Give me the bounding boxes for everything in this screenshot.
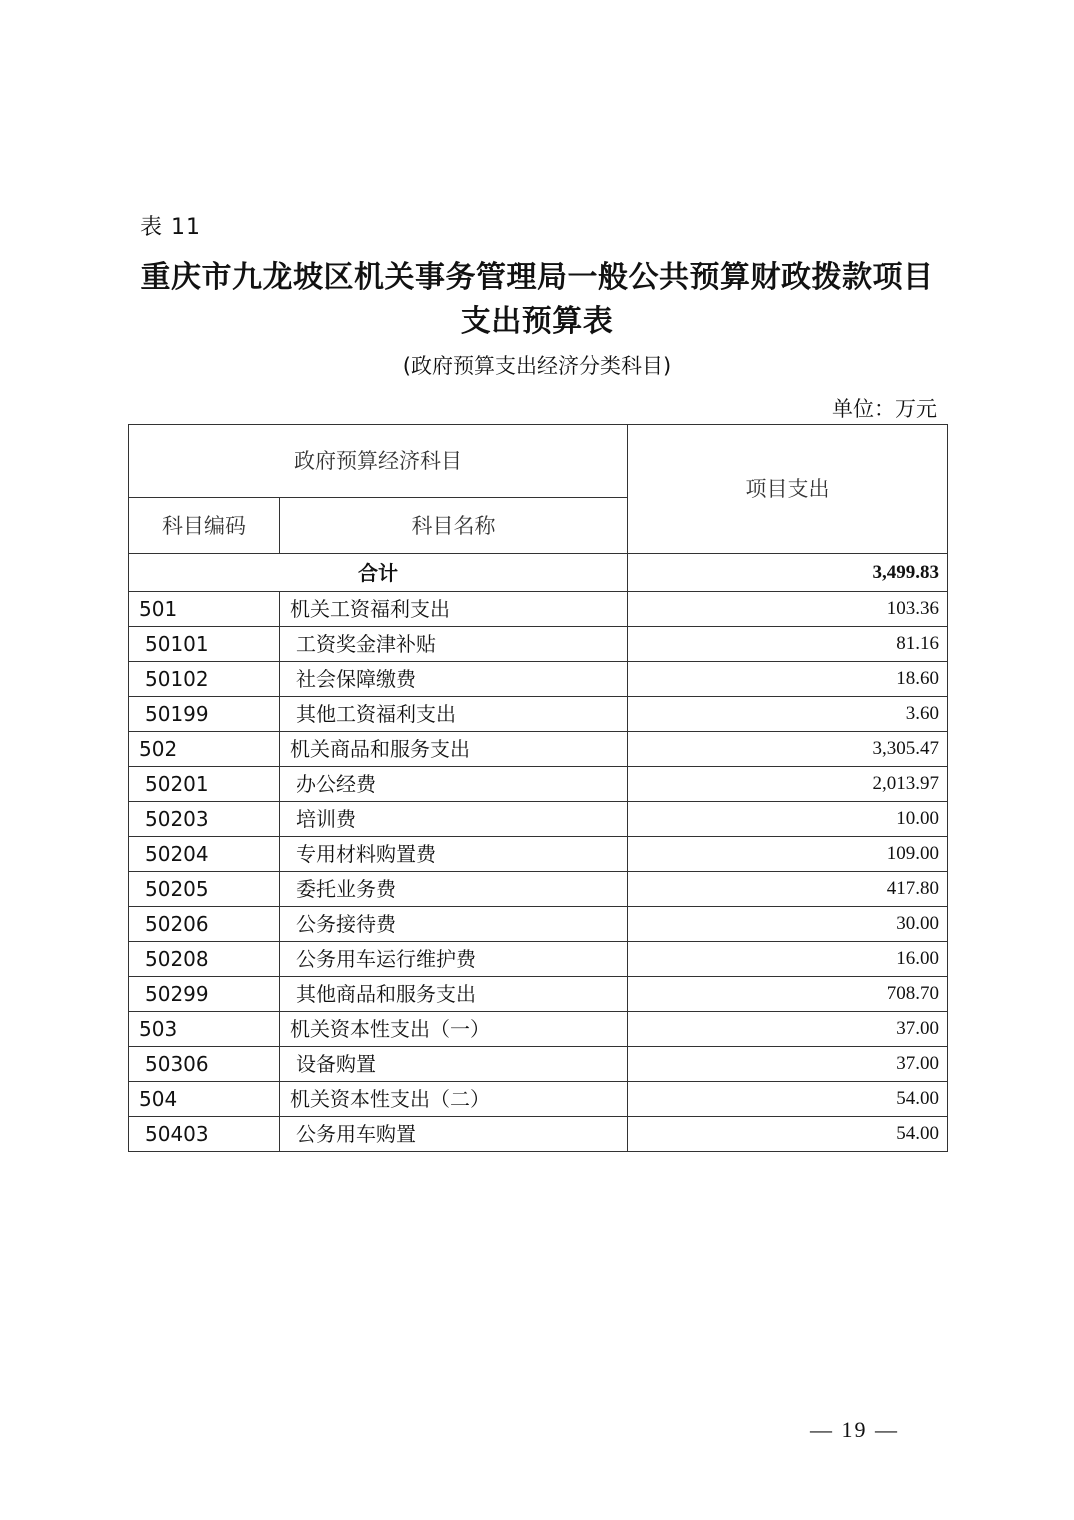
- row-name: 办公经费: [280, 767, 628, 802]
- header-code: 科目编码: [129, 498, 280, 554]
- table-row: [129, 1012, 948, 1047]
- table-row: [129, 802, 948, 837]
- table-row: [129, 1047, 948, 1082]
- document-title-line1: 重庆市九龙坡区机关事务管理局一般公共预算财政拨款项目: [140, 260, 934, 295]
- table-row: [129, 662, 948, 697]
- row-value: 109.00: [628, 837, 948, 872]
- row-value: 30.00: [628, 907, 948, 942]
- row-name: 其他商品和服务支出: [280, 977, 628, 1012]
- row-code: 504: [129, 1082, 280, 1117]
- row-name: 机关资本性支出（二）: [280, 1082, 628, 1117]
- row-code: 50205: [129, 872, 280, 907]
- row-value: 54.00: [628, 1117, 948, 1152]
- row-name: 其他工资福利支出: [280, 697, 628, 732]
- page-number: — 19 —: [810, 1417, 899, 1442]
- row-code: 503: [129, 1012, 280, 1047]
- row-code: 50201: [129, 767, 280, 802]
- row-code: 50299: [129, 977, 280, 1012]
- row-code: 501: [129, 592, 280, 627]
- row-code: 50199: [129, 697, 280, 732]
- row-value: 3.60: [628, 697, 948, 732]
- row-name: 设备购置: [280, 1047, 628, 1082]
- row-name: 工资奖金津补贴: [280, 627, 628, 662]
- row-name: 培训费: [280, 802, 628, 837]
- row-value: 54.00: [628, 1082, 948, 1117]
- row-value: 10.00: [628, 802, 948, 837]
- row-code: 502: [129, 732, 280, 767]
- row-value: 18.60: [628, 662, 948, 697]
- row-name: 机关工资福利支出: [280, 592, 628, 627]
- row-value: 3,305.47: [628, 732, 948, 767]
- unit-label: 单位：万元: [832, 397, 937, 421]
- header-name: 科目名称: [280, 498, 628, 554]
- document-subtitle: (政府预算支出经济分类科目): [402, 354, 672, 378]
- row-name: 机关资本性支出（一）: [280, 1012, 628, 1047]
- table-row: [129, 977, 948, 1012]
- total-value: 3,499.83: [628, 554, 948, 592]
- header-row-top: [129, 425, 948, 498]
- header-project-expense: 项目支出: [628, 425, 948, 554]
- row-code: 50208: [129, 942, 280, 977]
- row-name: 机关商品和服务支出: [280, 732, 628, 767]
- row-name: 公务用车购置: [280, 1117, 628, 1152]
- table-row: [129, 907, 948, 942]
- row-value: 2,013.97: [628, 767, 948, 802]
- table-row: [129, 837, 948, 872]
- table-row: [129, 942, 948, 977]
- table-row: [129, 732, 948, 767]
- table-row: [129, 1117, 948, 1152]
- row-code: 50101: [129, 627, 280, 662]
- row-value: 37.00: [628, 1012, 948, 1047]
- row-code: 50203: [129, 802, 280, 837]
- row-code: 50206: [129, 907, 280, 942]
- total-row: [129, 554, 948, 592]
- table-row: [129, 592, 948, 627]
- row-code: 50204: [129, 837, 280, 872]
- row-value: 37.00: [628, 1047, 948, 1082]
- row-value: 417.80: [628, 872, 948, 907]
- total-label: 合计: [129, 554, 628, 592]
- table-row: [129, 697, 948, 732]
- row-name: 委托业务费: [280, 872, 628, 907]
- row-name: 公务接待费: [280, 907, 628, 942]
- row-code: 50306: [129, 1047, 280, 1082]
- table-row: [129, 627, 948, 662]
- row-name: 社会保障缴费: [280, 662, 628, 697]
- row-code: 50102: [129, 662, 280, 697]
- row-value: 16.00: [628, 942, 948, 977]
- table-row: [129, 767, 948, 802]
- row-code: 50403: [129, 1117, 280, 1152]
- row-value: 103.36: [628, 592, 948, 627]
- row-value: 708.70: [628, 977, 948, 1012]
- table-row: [129, 872, 948, 907]
- row-name: 公务用车运行维护费: [280, 942, 628, 977]
- document-title-line2: 支出预算表: [460, 304, 614, 339]
- table-row: [129, 1082, 948, 1117]
- row-name: 专用材料购置费: [280, 837, 628, 872]
- table-number: 表 11: [140, 215, 201, 240]
- row-value: 81.16: [628, 627, 948, 662]
- header-econ-subject: 政府预算经济科目: [129, 425, 628, 498]
- budget-table: [128, 424, 948, 1152]
